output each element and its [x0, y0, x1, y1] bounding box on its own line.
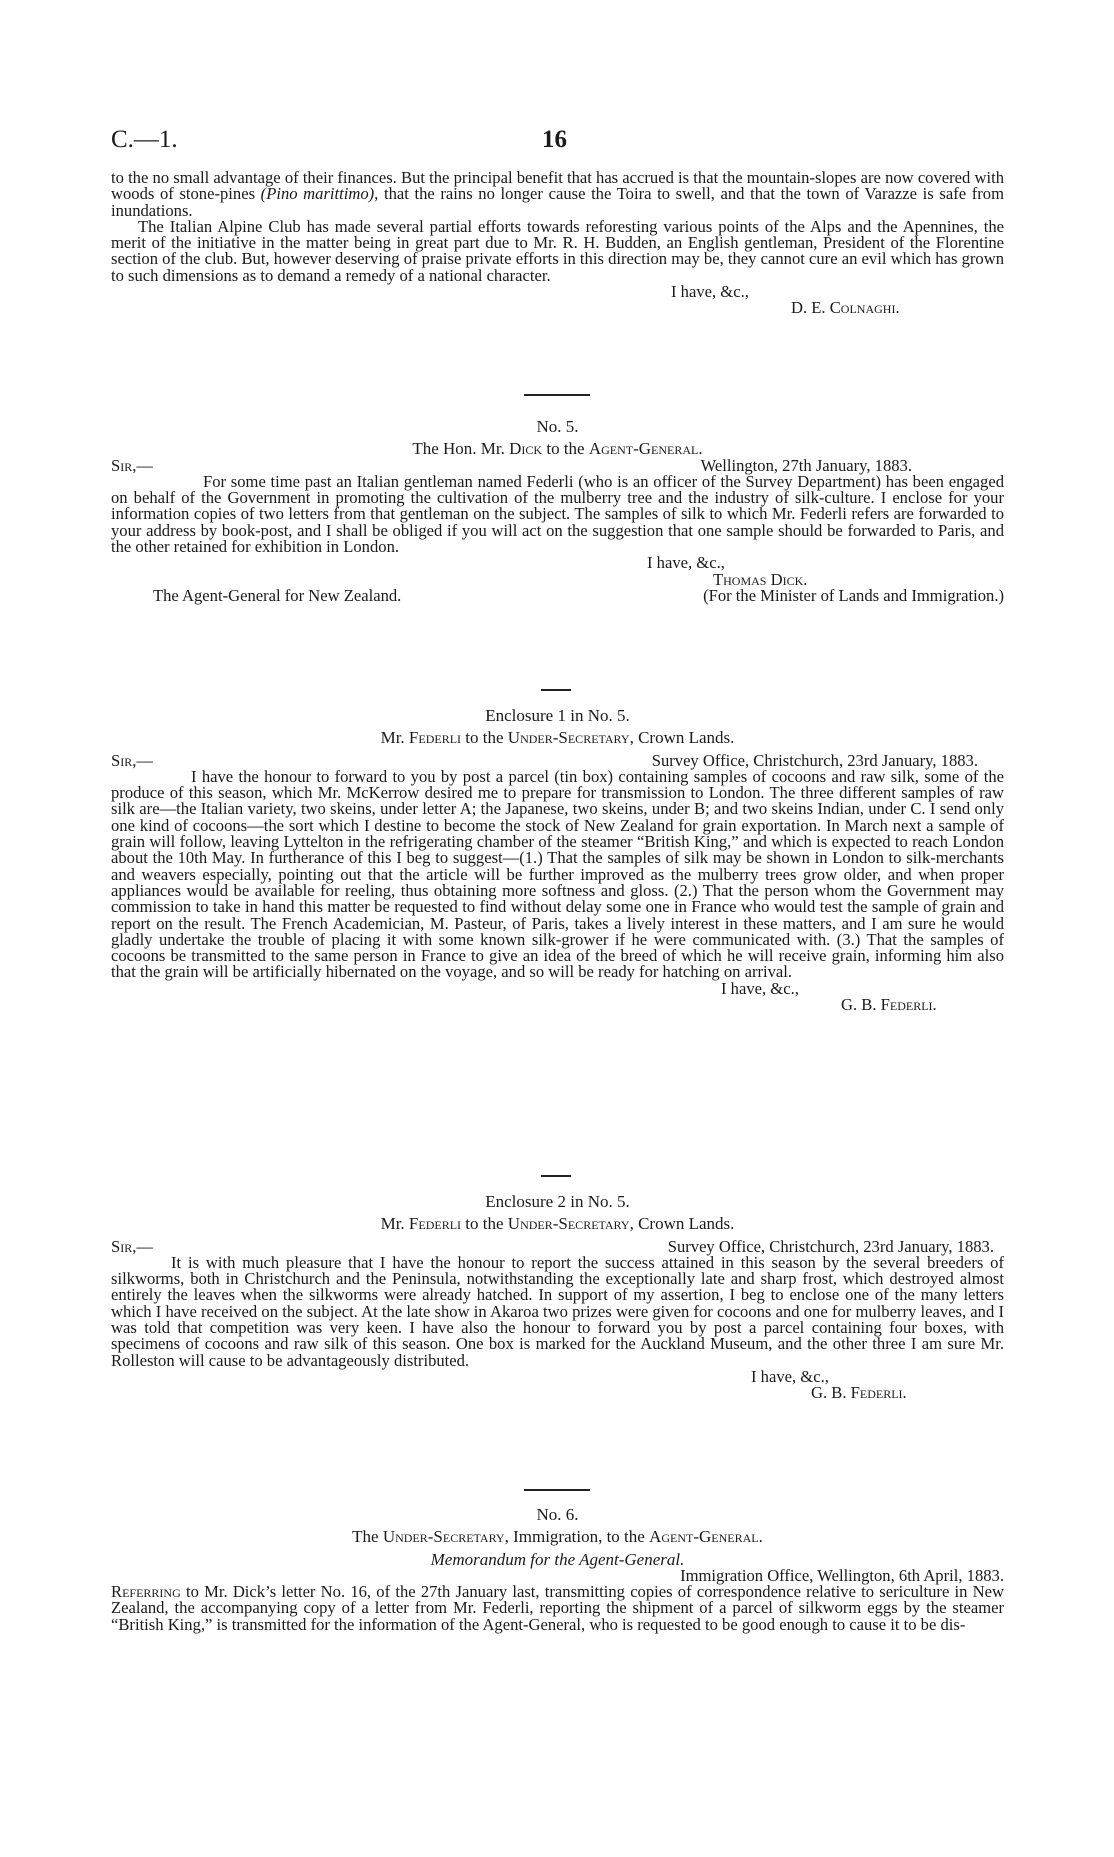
enclosure-body: I have the honour to forward to you by post a parcel (tin box) containing samples of cocoons and raw silk, some of the produce of this season, which Mr. McKerrow desired me to prepare for transmission to London. The three different samples of raw silk are—the Italian variety, two skeins, under letter A; the Japanese, two skeins, under B; and two skeins Indian, under C. I send only one kind of cocoons—the sort which I destine to become the stock of New Zealand for grain exportation. In March next a sample of grain will follow, leaving Lyttelton in the refrigerating chamber of the steamer “British King,” and which is expected to reach London about the 10th May. In furtherance of this I beg to suggest—(1.) That the samples of silk may be shown in London to silk-merchants and weavers especially, pointing out that the article will be further improved as the mulberry trees grow older, and when proper appliances would be available for reeling, thus obtaining more softness and gloss. (2.) That the person whom the Government may commission to take in hand this matter be requested to find without delay some one in France who would test the sample of grain and report on the result. The French Academician, M. Pasteur, of Paris, takes a lively interest in these matters, and I am sure he would gladly undertake the trouble of placing it with some known silk-grower if he were communicated with. (3.) That the samples of cocoons be transmitted to the same person in France to give an idea of the breed of which he will receive grain, informing him also that the grain will be artificially hibernated on the voyage, and so will be ready for hatching on arrival.	[111, 766, 1004, 982]
enclosure-heading: Mr. Federli to the Under-Secretary, Crown Lands.	[380, 728, 735, 748]
colnaghi-paragraph-2: The Italian Alpine Club has made several partial efforts towards reforesting various points of the Alps and the Apennines, the merit of the initiative in the matter being in great part due to Mr. R. H. Budden, an English gentleman, President of the Florentine section of the club. But, however deserving of praise private efforts in this direction may be, they cannot cure an evil which has grown to such dimensions as to demand a remedy of a national character.	[111, 216, 1004, 285]
enclosure-closing: I have, &c.,	[721, 978, 799, 998]
enclosure-heading: Mr. Federli to the Under-Secretary, Crown Lands.	[380, 1214, 735, 1234]
colnaghi-closing: I have, &c.,	[671, 282, 749, 302]
letter-heading: The Hon. Mr. Dick to the Agent-General.	[412, 439, 703, 459]
enclosure-closing: I have, &c.,	[751, 1366, 829, 1386]
place-date: Survey Office, Christchurch, 23rd January, 1883.	[667, 1236, 994, 1256]
section-divider	[524, 394, 590, 396]
addressee: The Agent-General for New Zealand.	[153, 585, 402, 605]
letter-closing: I have, &c.,	[647, 553, 725, 573]
memorandum-title: Memorandum for the Agent-General.	[430, 1549, 685, 1569]
salutation-row	[111, 750, 1004, 770]
place-date: Wellington, 27th January, 1883.	[700, 455, 912, 475]
salutation: Sir,—	[111, 750, 153, 770]
italic-term: (Pino marittimo)	[260, 184, 375, 204]
enclosure-signature: G. B. Federli.	[841, 995, 937, 1015]
enclosure-body: It is with much pleasure that I have the honour to report the success attained in this season by the several breeders of silkworms, both in Christchurch and the Peninsula, notwithstanding the exceptionally late and sharp frost, which destroyed almost entirely the leaves when the silkworms were already hatched. In support of my assertion, I beg to enclose one of the many letters which I have received on the subject. At the late show in Akaroa two prizes were given for cocoons and one for mulberry leaves, and I was told that competition was very keen. I have also the honour to forward you by post a parcel containing four boxes, with specimens of cocoons and raw silk of this season. One box is marked for the Auckland Museum, and the other three I am sure Mr. Rolleston will cause to be advantageously distributed.	[111, 1252, 1004, 1370]
letter-number: No. 5.	[536, 417, 579, 436]
colnaghi-letter	[111, 170, 1004, 317]
page-number: 16	[542, 126, 567, 153]
signatory-capacity: (For the Minister of Lands and Immigration.)	[703, 585, 1004, 605]
section-divider	[524, 1489, 590, 1491]
place-date: Immigration Office, Wellington, 6th April, 1883.	[680, 1565, 1004, 1585]
salutation: Sir,—	[111, 1236, 153, 1256]
enclosure-signature: G. B. Federli.	[811, 1383, 907, 1403]
letter-no6	[111, 1507, 1004, 1633]
enclosure-title: Enclosure 1 in No. 5.	[485, 706, 630, 725]
section-divider	[541, 1175, 571, 1177]
enclosure-2	[111, 1194, 1004, 1402]
place-date: Survey Office, Christchurch, 23rd January, 1883.	[651, 750, 978, 770]
letter-heading: The Under-Secretary, Immigration, to the Agent-General.	[352, 1527, 763, 1547]
addressee-row	[111, 585, 1004, 605]
letter-body: For some time past an Italian gentleman named Federli (who is an officer of the Survey Department) has been engaged on behalf of the Government in promoting the cultivation of the mulberry tree and the industry of silk-culture. I enclose for your information copies of two letters from that gentleman on the subject. The samples of silk to which Mr. Federli refers are forwarded to your address by book-post, and I shall be obliged if you will act on the suggestion that one sample should be forwarded to Paris, and the other retained for exhibition in London.	[111, 471, 1004, 557]
letter-no5	[111, 419, 1004, 604]
salutation: Sir,—	[111, 455, 153, 475]
colnaghi-signature: D. E. Colnaghi.	[791, 298, 900, 318]
salutation-row	[111, 1236, 1004, 1256]
letter-signature: Thomas Dick.	[713, 569, 808, 589]
enclosure-1	[111, 708, 1004, 1013]
document-reference: C.—1.	[111, 126, 178, 153]
colnaghi-paragraph-1: to the no small advantage of their finances. But the principal benefit that has accrued is that the mountain-slopes are now covered with woods of stone-pines (Pino marittimo), that the rains no longer cause the Toira to swell, and that the town of Varazze is safe from inundations.	[111, 168, 1004, 220]
salutation-row	[111, 455, 1004, 475]
letter-number: No. 6.	[536, 1505, 579, 1524]
memorandum-body: Referring to Mr. Dick’s letter No. 16, of the 27th January last, transmitting copies of correspondence relative to sericulture in New Zealand, the accompanying copy of a letter from Mr. Federli, reporting the shipment of a parcel of silkworm eggs by the steamer “British King,” is transmitted for the information of the Agent-General, who is requested to be good enough to cause it to be dis-	[111, 1582, 1004, 1634]
section-divider	[541, 689, 571, 691]
enclosure-title: Enclosure 2 in No. 5.	[485, 1192, 630, 1211]
